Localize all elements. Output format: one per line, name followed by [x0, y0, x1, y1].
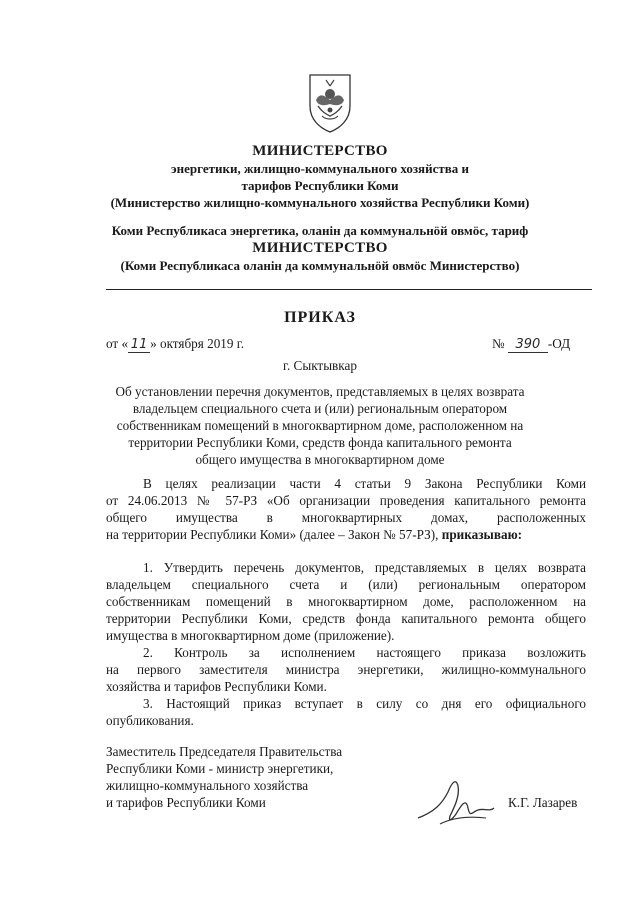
subject-line3: собственникам помещений в многоквартирном доме, расположенном на	[116, 418, 524, 433]
date-day: 11	[128, 337, 150, 353]
komi-name-line1: Коми Республикаса энергетика, оланін да коммунальнӧй овмӧс, тариф	[111, 223, 529, 238]
item3-line2: опубликования.	[106, 713, 194, 728]
signatory-name: К.Г. Лазарев	[508, 795, 578, 810]
item1-line3: собственникам помещений в многоквартирном доме, расположенном на	[106, 594, 586, 609]
komi-short-name: (Коми Республикаса оланін да коммунальнӧй овмӧс Министерство)	[120, 258, 520, 273]
subject-line1: Об установлении перечня документов, представляемых в целях возврата	[115, 384, 525, 399]
handwritten-signature	[410, 768, 500, 838]
ministry-name-line1: энергетики, жилищно-коммунального хозяйства и	[170, 161, 469, 176]
item2-line1: 2. Контроль за исполнением настоящего приказа возложить	[143, 645, 586, 660]
date-suffix: » октября 2019 г.	[150, 336, 245, 351]
item3-line1: 3. Настоящий приказ вступает в силу со дня его официального	[143, 696, 586, 711]
ministry-name-line2: тарифов Республики Коми	[241, 178, 399, 193]
number-suffix: -ОД	[547, 336, 571, 351]
order-date	[106, 336, 244, 353]
header-divider	[106, 289, 592, 290]
ministry-title: МИНИСТЕРСТВО	[252, 143, 388, 159]
date-prefix: от «	[106, 336, 129, 351]
ministry-short-name: (Министерство жилищно-коммунального хозяйства Республики Коми)	[110, 195, 530, 210]
signatory-position-line3: жилищно-коммунального хозяйства	[106, 778, 309, 793]
signatory-position-line2: Республики Коми - министр энергетики,	[106, 761, 334, 776]
komi-title: МИНИСТЕРСТВО	[252, 240, 388, 256]
preamble-line4	[106, 527, 586, 542]
preamble-order-word: приказываю:	[441, 527, 523, 542]
subject-line4: территории Республики Коми, средств фонда капитального ремонта	[128, 435, 512, 450]
signatory-position-line1: Заместитель Председателя Правительства	[106, 744, 343, 759]
item1-line5: имущества в многоквартирном доме (приложение).	[106, 628, 395, 643]
item2-line2: на первого заместителя министра энергетики, жилищно-коммунального	[106, 662, 586, 677]
number-prefix: №	[492, 336, 505, 351]
preamble-line2: от 24.06.2013 № 57-РЗ «Об организации проведения капитального ремонта	[106, 493, 586, 508]
subject-line5: общего имущества в многоквартирном доме	[195, 452, 445, 467]
subject-line2: владельцем специального счета и (или) региональным оператором	[132, 401, 508, 416]
preamble-line4-text: на территории Республики Коми» (далее – Закон № 57-РЗ),	[106, 527, 442, 542]
signatory-position-line4: и тарифов Республики Коми	[106, 795, 266, 810]
preamble-line1: В целях реализации части 4 статьи 9 Закона Республики Коми	[143, 476, 586, 491]
preamble-line3: общего имущества в многоквартирных домах, расположенных	[106, 510, 586, 525]
coat-of-arms-emblem	[306, 72, 354, 134]
number-value: 390	[508, 337, 548, 353]
item2-line3: хозяйства и тарифов Республики Коми.	[106, 679, 327, 694]
city: г. Сыктывкар	[283, 358, 357, 373]
order-number	[492, 336, 570, 353]
order-title: ПРИКАЗ	[284, 309, 356, 326]
item1-line4: территории Республики Коми, средств фонда капитального ремонта общего	[106, 611, 586, 626]
item1-line2: владельцем специального счета и (или) региональным оператором	[106, 577, 586, 592]
item1-line1: 1. Утвердить перечень документов, представляемых в целях возврата	[143, 560, 586, 575]
